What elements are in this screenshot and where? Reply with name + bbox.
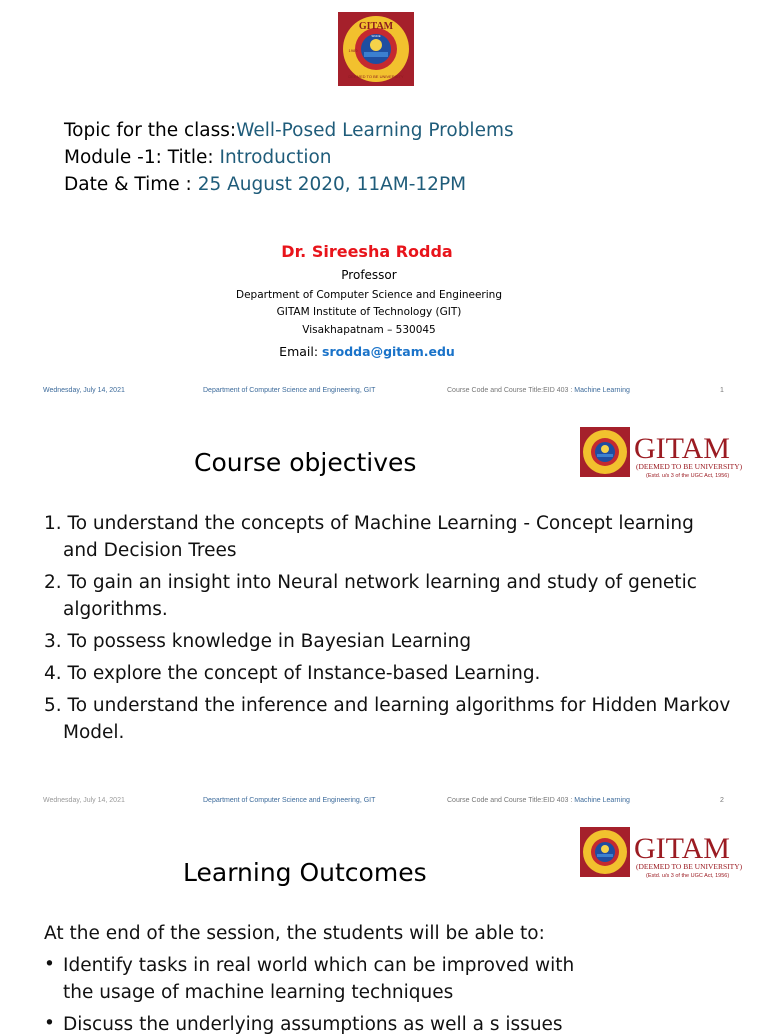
topic-value: Well-Posed Learning Problems	[236, 120, 514, 141]
objective-2-line-2: algorithms.	[63, 599, 168, 620]
footer-course-prefix: Course Code and Course Title:EID 403 :	[447, 387, 575, 394]
footer-course-prefix: Course Code and Course Title:EID 403 :	[447, 797, 575, 804]
logo-top-text: GITAM	[358, 21, 394, 32]
logo-subtitle: (DEEMED TO BE UNIVERSITY)	[636, 862, 743, 871]
objective-3: 3. To possess knowledge in Bayesian Learning	[44, 631, 472, 652]
logo-year-text: 1980	[348, 48, 358, 53]
objective-1-line-1: 1. To understand the concepts of Machine Learning - Concept learning	[44, 513, 694, 534]
footer-course-name: Machine Learning	[574, 387, 630, 394]
date-line	[64, 174, 466, 195]
city: Visakhapatnam – 530045	[302, 324, 436, 336]
institute: GITAM Institute of Technology (GIT)	[276, 306, 462, 318]
email-link[interactable]: srodda@gitam.edu	[322, 344, 455, 359]
gitam-logo	[580, 826, 764, 878]
date-label: Date & Time :	[64, 174, 198, 195]
outcomes-intro: At the end of the session, the students will be able to:	[44, 923, 545, 944]
bullet-1-marker: •	[44, 954, 55, 975]
department: Department of Computer Science and Engineering	[235, 289, 502, 301]
email-label: Email:	[279, 344, 323, 359]
objective-5-line-2: Model.	[63, 722, 125, 743]
footer-page-number: 2	[720, 797, 724, 804]
outcome-2-line-1: Discuss the underlying assumptions as well a s issues	[63, 1014, 563, 1035]
slide-3	[0, 818, 768, 1035]
footer-course	[447, 797, 630, 804]
slide-1	[0, 0, 768, 408]
gitam-emblem-logo	[338, 12, 414, 86]
footer-dept: Department of Computer Science and Engineering, GIT	[203, 797, 376, 804]
logo-subtitle: (DEEMED TO BE UNIVERSITY)	[636, 462, 743, 471]
outcome-1-line-2: the usage of machine learning techniques	[63, 982, 454, 1003]
objective-4: 4. To explore the concept of Instance-based Learning.	[44, 663, 541, 684]
slide-title: Learning Outcomes	[183, 858, 427, 887]
email-line	[0, 344, 734, 359]
date-value: 25 August 2020, 11AM-12PM	[197, 174, 467, 195]
footer-date: Wednesday, July 14, 2021	[43, 797, 125, 804]
bullet-2-marker: •	[44, 1013, 55, 1034]
logo-bottom-text: DEEMED TO BE UNIVERSITY	[348, 74, 404, 79]
footer-date: Wednesday, July 14, 2021	[43, 387, 125, 394]
footer-page-number: 1	[720, 387, 724, 394]
presenter-name: Dr. Sireesha Rodda	[281, 242, 453, 261]
logo-wordmark: GITAM	[634, 432, 730, 465]
footer-course-name: Machine Learning	[574, 797, 630, 804]
logo-wordmark: GITAM	[634, 832, 730, 865]
outcome-1-line-1: Identify tasks in real world which can be improved with	[63, 955, 575, 976]
footer-course	[447, 387, 630, 394]
objective-5-line-1: 5. To understand the inference and learning algorithms for Hidden Markov	[44, 695, 731, 716]
topic-label: Topic for the class:	[64, 120, 237, 141]
gitam-logo	[580, 426, 764, 478]
objective-1-line-2: and Decision Trees	[63, 540, 237, 561]
designation: Professor	[341, 268, 397, 282]
logo-estd: (Estd. u/s 3 of the UGC Act, 1956)	[646, 473, 730, 479]
objective-2-line-1: 2. To gain an insight into Neural network learning and study of genetic	[44, 572, 697, 593]
module-line	[64, 147, 332, 168]
module-value: Introduction	[219, 147, 332, 168]
slide-2	[0, 408, 768, 818]
module-label: Module -1: Title:	[64, 147, 220, 168]
logo-estd: (Estd. u/s 3 of the UGC Act, 1956)	[646, 873, 730, 879]
footer-dept: Department of Computer Science and Engineering, GIT	[203, 387, 376, 394]
slide-title: Course objectives	[194, 448, 417, 477]
topic-line	[64, 120, 514, 141]
logo-since-text: SINCE	[371, 34, 381, 38]
